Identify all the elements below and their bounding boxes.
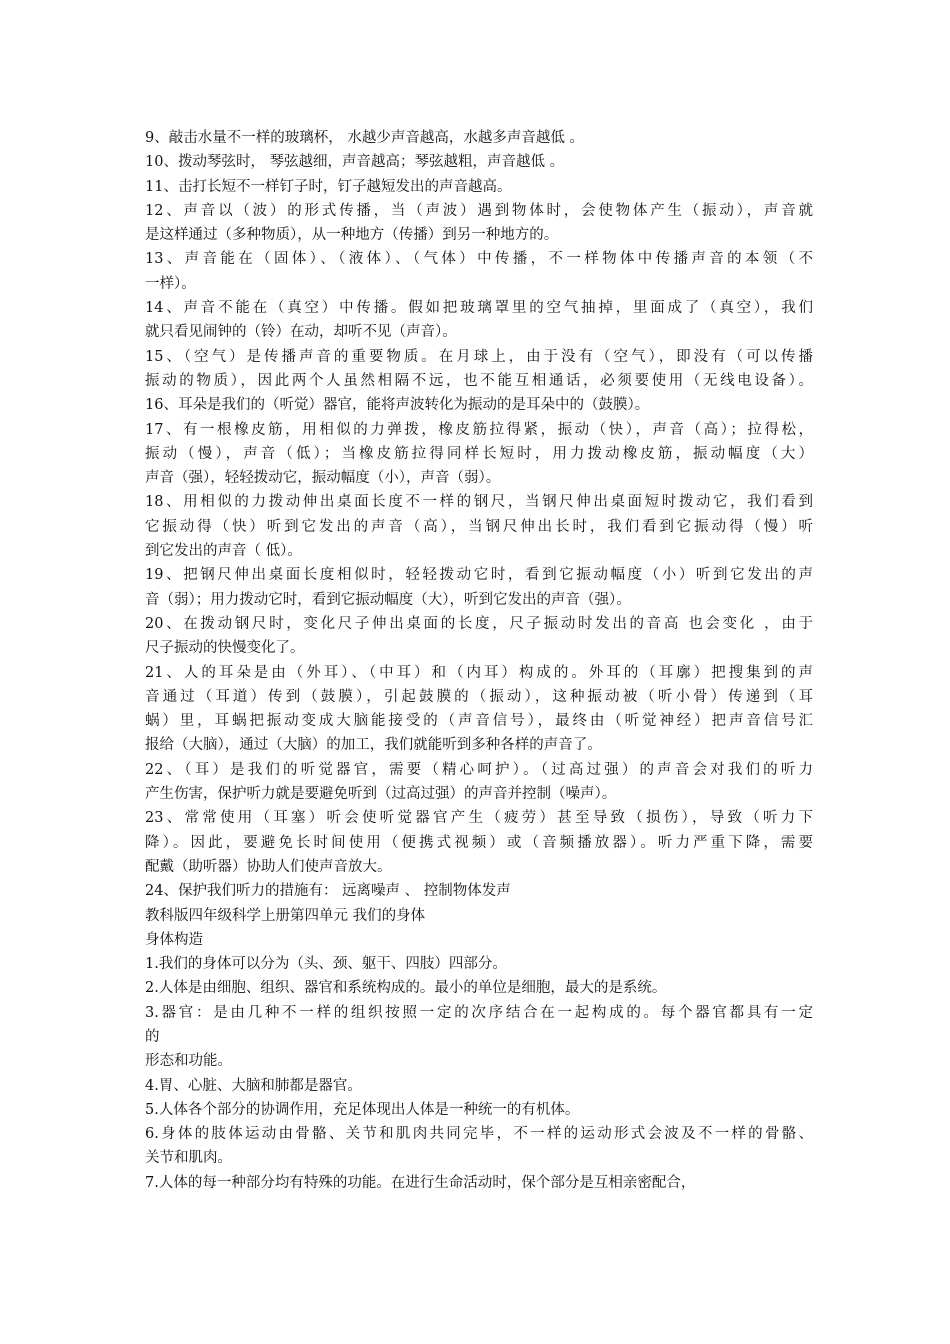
text-line: 22、（耳）是我们的听觉器官，需要（精心呵护）。（过高过强）的声音会对我们的听力 — [145, 761, 813, 778]
text-line: 是这样通过（多种物质），从一种地方（传播）到另一种地方的。 — [145, 227, 559, 244]
text-line: 形态和功能。 — [145, 1053, 232, 1070]
text-line: 降）。因此，要避免长时间使用（便携式视频）或（音频播放器）。听力严重下降，需要 — [145, 834, 813, 851]
text-line: 教科版四年级科学上册第四单元 我们的身体 — [145, 907, 426, 924]
text-line: 12、声音以（波）的形式传播，当（声波）遇到物体时，会使物体产生（振动），声音就 — [145, 202, 813, 219]
text-line: 音通过（耳道）传到（鼓膜），引起鼓膜的（振动），这种振动被（听小骨）传递到（耳 — [145, 688, 813, 705]
text-line: 16、耳朵是我们的（听觉）器官，能将声波转化为振动的是耳朵中的（鼓膜）。 — [145, 397, 650, 414]
text-line: 3.器官：是由几种不一样的组织按照一定的次序结合在一起构成的。每个器官都具有一定 — [145, 1004, 813, 1021]
text-line: 振动（慢），声音（低）；当橡皮筋拉得同样长短时，用力拨动橡皮筋，振动幅度（大） — [145, 445, 813, 462]
text-line: 蜗）里，耳蜗把振动变成大脑能接受的（声音信号），最终由（听觉神经）把声音信号汇 — [145, 713, 813, 730]
text-line: 9、敲击水量不一样的玻璃杯， 水越少声音越高，水越多声音越低 。 — [145, 130, 584, 146]
text-line: 的 — [145, 1028, 160, 1045]
text-line: 6.身体的肢体运动由骨骼、关节和肌肉共同完毕，不一样的运动形式会波及不一样的骨骼、 — [145, 1126, 813, 1143]
text-line: 15、（空气）是传播声音的重要物质。在月球上，由于没有（空气），即没有（可以传播 — [145, 348, 813, 365]
text-line: 2.人体是由细胞、组织、器官和系统构成的。最小的单位是细胞，最大的是系统。 — [145, 980, 667, 997]
text-line: 19、把钢尺伸出桌面长度相似时，轻轻拨动它时，看到它振动幅度（小）听到它发出的声 — [145, 567, 813, 584]
text-line: 配戴（助听器）协助人们使声音放大。 — [145, 858, 392, 875]
text-line: 21、人的耳朵是由（外耳）、（中耳）和（内耳）构成的。外耳的（耳廓）把搜集到的声 — [145, 664, 813, 681]
text-line: 24、保护我们听力的措施有： 远离噪声 、 控制物体发声 — [145, 883, 511, 900]
text-line: 23、常常使用（耳塞）听会使听觉器官产生（疲劳）甚至导致（损伤），导致（听力下 — [145, 810, 813, 827]
text-line: 产生伤害，保护听力就是要避免听到（过高过强）的声音并控制（噪声）。 — [145, 786, 617, 803]
text-line: 17、有一根橡皮筋，用相似的力弹拨，橡皮筋拉得紧，振动（快），声音（高）；拉得松， — [145, 421, 813, 438]
text-line: 声音（强），轻轻拨动它，振动幅度（小），声音（弱）。 — [145, 470, 501, 487]
text-line: 1.我们的身体可以分为（头、颈、躯干、四肢）四部分。 — [145, 956, 507, 973]
text-line: 7.人体的每一种部分均有特殊的功能。在进行生命活动时，保个部分是互相亲密配合， — [145, 1174, 696, 1191]
text-line: 13、声音能在（固体）、（液体）、（气体）中传播，不一样物体中传播声音的本领（不 — [145, 251, 813, 268]
text-line: 身体构造 — [145, 931, 203, 948]
text-line: 4.胃、心脏、大脑和肺都是器官。 — [145, 1077, 362, 1094]
text-line: 11、击打长短不一样钉子时，钉子越短发出的声音越高。 — [145, 178, 512, 195]
text-line: 18、用相似的力拨动伸出桌面长度不一样的钢尺，当钢尺伸出桌面短时拨动它，我们看到 — [145, 494, 813, 511]
text-line: 报给（大脑），通过（大脑）的加工，我们就能听到多种各样的声音了。 — [145, 737, 602, 754]
text-line: 关节和肌肉。 — [145, 1150, 232, 1167]
text-line: 20、在拨动钢尺时，变化尺子伸出桌面的长度，尺子振动时发出的音高 也会变化 ，由于 — [145, 615, 813, 632]
text-line: 一样）。 — [145, 275, 196, 292]
text-line: 尺子振动的快慢变化了。 — [145, 640, 305, 657]
text-line: 5.人体各个部分的协调作用，充足体现出人体是一种统一的有机体。 — [145, 1101, 580, 1118]
text-line: 振动的物质），因此两个人虽然相隔不远，也不能互相通话，必须要使用（无线电设备）。 — [145, 372, 813, 389]
text-line: 14、声音不能在（真空）中传播。假如把玻璃罩里的空气抽掉，里面成了（真空），我们 — [145, 300, 813, 317]
text-line: 就只看见闹钟的（铃）在动，却听不见（声音）。 — [145, 324, 457, 341]
text-line: 它振动得（快）听到它发出的声音（高），当钢尺伸出长时，我们看到它振动得（慢）听 — [145, 518, 813, 535]
document-page — [145, 126, 813, 1195]
text-line: 10、拨动琴弦时， 琴弦越细，声音越高；琴弦越粗，声音越低 。 — [145, 154, 565, 171]
text-line: 音（弱）；用力拨动它时，看到它振动幅度（大），听到它发出的声音（强）。 — [145, 591, 631, 608]
text-line: 到它发出的声音（ 低）。 — [145, 543, 302, 560]
